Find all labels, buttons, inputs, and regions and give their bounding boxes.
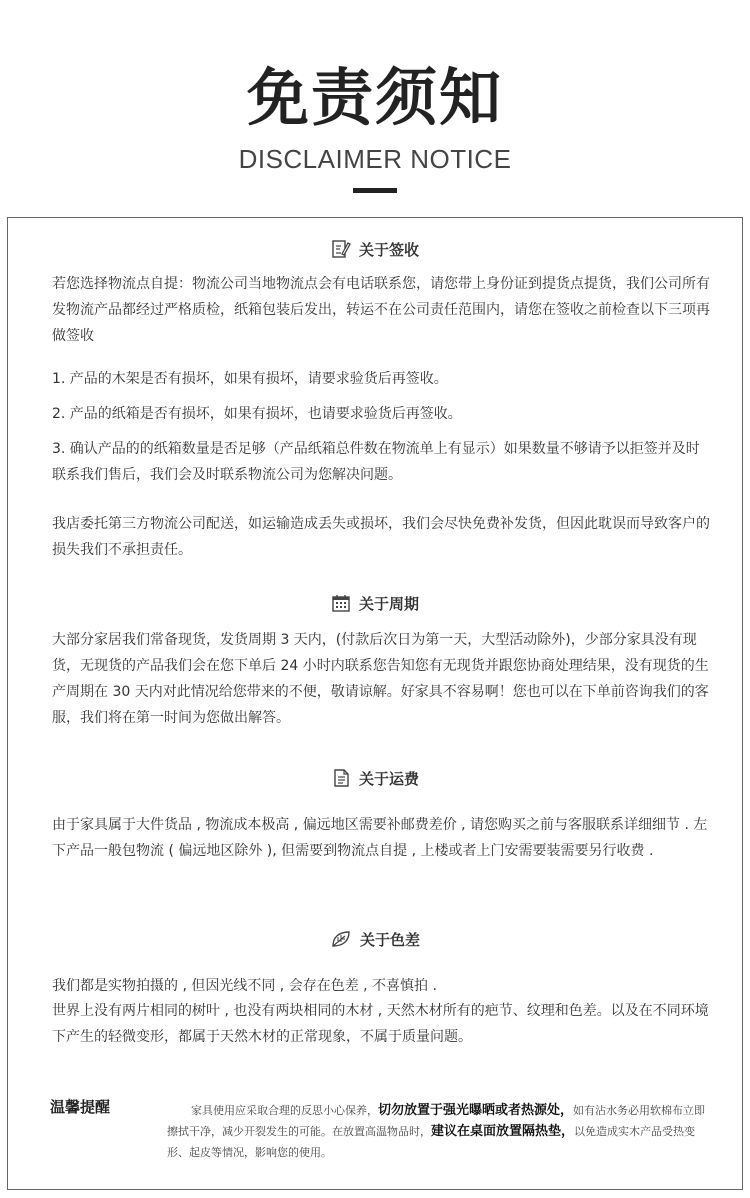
section-heading-label: 关于周期 xyxy=(358,594,419,613)
tips-label: 温馨提醒 xyxy=(50,1098,111,1116)
leaf-icon xyxy=(330,929,352,949)
signing-list-item-2: 2. 产品的纸箱是否有损坏，如果有损坏，也请要求验货后再签收。 xyxy=(52,406,462,422)
signing-intro-paragraph: 若您选择物流点自提：物流公司当地物流点会有电话联系您，请您带上身份证到提货点提货，我们公司所有发物流产品都经过严格质检，纸箱包装后发出，转运不在公司责任范围内，请您在签收之前检查以下三项再做签收 xyxy=(52,276,710,344)
color-diff-paragraph-1: 我们都是实物拍摄的 , 但因光线不同 , 会存在色差 , 不喜慎拍 . xyxy=(52,978,437,994)
tips-text-2: 如有沾水务必用软棉布立即擦拭干净，减少开裂发生的可能。在放置高温物品时， xyxy=(167,1104,706,1138)
section-heading-label: 关于色差 xyxy=(359,930,420,949)
page-title: 免责须知 xyxy=(246,61,503,134)
tips-text-1: 家具使用应采取合理的反思小心保养， xyxy=(191,1104,378,1117)
color-diff-paragraph-2: 世界上没有两片相同的树叶 , 也没有两块相同的木材 , 天然木材所有的疤节、纹理和色差。以及在不同环境下产生的轻微变形，都属于天然木材的正常现象，不属于质量问题。 xyxy=(52,1003,709,1045)
sign-pen-icon xyxy=(331,239,351,259)
tips-strong-2: 建议在桌面放置隔热垫， xyxy=(431,1124,575,1139)
tips-text-3: 以免造成实木产品受热变形、起皮等情况，影响您的使用。 xyxy=(167,1125,696,1159)
title-divider xyxy=(353,188,397,193)
calendar-icon xyxy=(331,593,351,613)
shipping-paragraph: 由于家具属于大件货品 , 物流成本极高 , 偏远地区需要补邮费差价 , 请您购买之前与客服联系详细细节 . 左下产品一般包物流 ( 偏远地区除外 ), 但需要到物流点自提 , 上楼或者上门安需要装需要另行收费 . xyxy=(52,817,708,859)
section-heading-signing xyxy=(8,234,742,264)
section-heading-cycle xyxy=(8,588,742,618)
cycle-paragraph: 大部分家居我们常备现货，发货周期 3 天内，(付款后次日为第一天，大型活动除外)，少部分家具没有现货，无现货的产品我们会在您下单后 24 小时内联系您告知您有无现货并跟您协商处理结果，没有现货的生产周期在 30 天内对此情况给您带来的不便，敬请谅解。好家具不容易啊！您也可以在下单前咨询我们的客服，我们将在第一时间为您做出解答。 xyxy=(52,632,709,726)
signing-list-item-3: 3. 确认产品的的纸箱数量是否足够（产品纸箱总件数在物流单上有显示）如果数量不够请予以拒签并及时联系我们售后，我们会及时联系物流公司为您解决问题。 xyxy=(52,441,700,483)
page-header xyxy=(0,0,750,216)
section-heading-label: 关于运费 xyxy=(358,769,419,788)
signing-liability-paragraph: 我店委托第三方物流公司配送，如运输造成丢失或损坏，我们会尽快免费补发货，但因此耽误而导致客户的损失我们不承担责任。 xyxy=(52,516,710,558)
signing-list-item-1: 1. 产品的木架是否有损坏，如果有损坏，请要求验货后再签收。 xyxy=(52,371,448,387)
document-icon xyxy=(331,768,351,788)
section-heading-shipping xyxy=(8,763,742,793)
tips-strong-1: 切勿放置于强光曝晒或者热源处， xyxy=(378,1103,574,1118)
warm-tips xyxy=(50,1094,710,1164)
section-heading-color-diff xyxy=(8,924,742,954)
page-subtitle: DISCLAIMER NOTICE xyxy=(238,144,512,174)
tips-body xyxy=(167,1100,712,1163)
section-heading-label: 关于签收 xyxy=(358,240,419,259)
notice-box xyxy=(7,217,743,1190)
